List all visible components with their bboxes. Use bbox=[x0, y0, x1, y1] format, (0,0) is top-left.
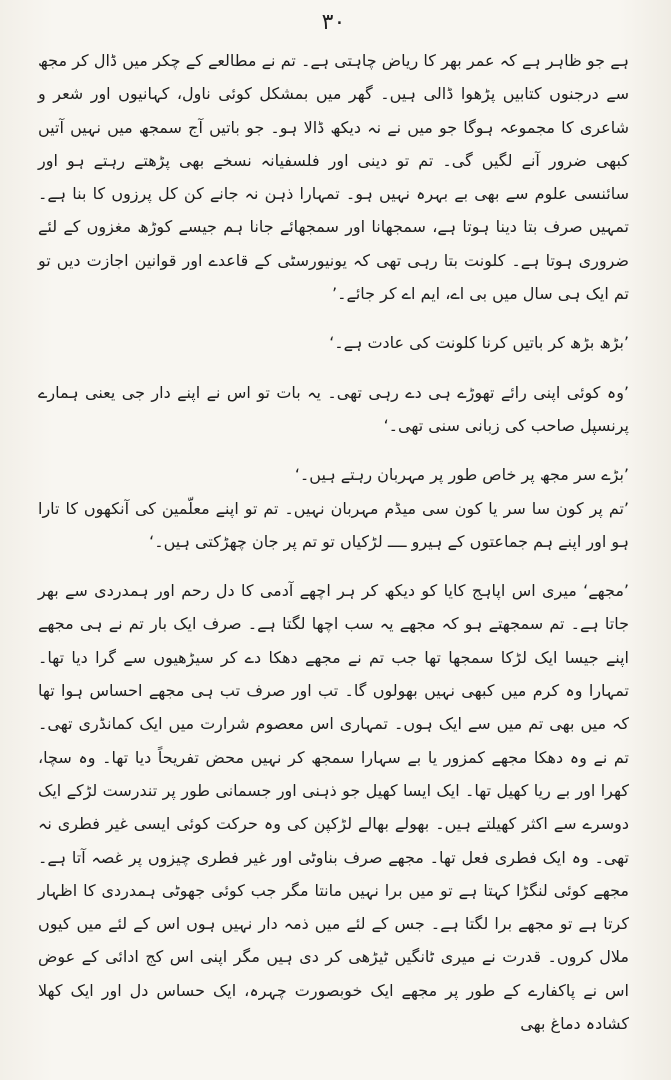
paragraph-spacer bbox=[38, 310, 629, 326]
page-body bbox=[38, 44, 629, 1040]
paragraph-3: ’وہ کوئی اپنی رائے تھوڑے ہی دے رہی تھی۔ یہ بات تو اس نے اپنے دار جی یعنی ہمارے پرنسپل صاحب کی زبانی سنی تھی۔‘ bbox=[38, 382, 629, 435]
page-number: ۳۰ bbox=[321, 10, 346, 35]
paragraph-spacer bbox=[38, 442, 629, 458]
paragraph-spacer bbox=[38, 360, 629, 376]
paragraph-2: ’بڑھ بڑھ کر باتیں کرنا کلونت کی عادت ہے۔‘ bbox=[329, 333, 629, 353]
paragraph-5: ’تم پر کون سا سر یا کون سی میڈم مہربان نہیں۔ تم تو اپنے معلّمین کی آنکھوں کا تارا ہو اور اپنے ہم جماعتوں کے ہیرو ــــ لڑکیاں تو تم پر جان چھڑکتی ہیں۔‘ bbox=[38, 498, 629, 551]
paragraph-6: ’مجھے‘ میری اس اپاہج کایا کو دیکھ کر ہر اچھے آدمی کا دل رحم اور ہمدردی سے بھر جاتا ہے۔ تم سمجھتے ہو کہ مجھے یہ سب اچھا لگتا ہے۔ صرف ایک بار تم نے ہی مجھے اپنے جیسا ایک لڑکا سمجھا تھا جب تم نے مجھے دھکا دے کر سیڑھیوں سے گرا دیا تھا۔ تمہارا وہ کرم میں کبھی نہیں بھولوں گا۔ تب اور صرف تب ہی مجھے احساس ہوا تھا کہ میں بھی تم میں سے ایک ہوں۔ تمہاری اس معصوم شرارت میں ایک کمانڈری تھی۔ تم نے وہ دھکا مجھے کمزور یا بے سہارا سمجھ کر نہیں محض تفریحاً دیا تھا۔ وہ سچا، کھرا اور بے ریا کھیل تھا۔ ایک ایسا کھیل جو ذہنی اور جسمانی طور پر تندرست لڑکے ایک دوسرے سے اکثر کھیلتے ہیں۔ بھولے بھالے لڑکپن کی وہ حرکت کوئی ایسی غیر فطری نہ تھی۔ وہ ایک فطری فعل تھا۔ مجھے صرف بناوٹی اور غیر فطری چیزوں پر غصہ آتا ہے۔ مجھے کوئی لنگڑا کہتا ہے تو میں برا نہیں مانتا مگر جب کوئی جھوٹی ہمدردی کا اظہار کرتا ہے تو مجھے برا لگتا ہے۔ جس کے لئے میں ذمہ دار نہیں ہوں اس کے لئے میں کیوں ملال کروں۔ قدرت نے میری ٹانگیں ٹیڑھی کر دی ہیں مگر اپنی اس کج ادائی کے عوض اس نے پاکفارے کے طور پر مجھے ایک خوبصورت چہرہ، ایک حساس دل اور ایک کھلا کشادہ دماغ بھی bbox=[38, 581, 629, 1034]
paragraph-spacer bbox=[38, 558, 629, 574]
paragraph-4: ’بڑے سر مجھ پر خاص طور پر مہربان رہتے ہیں۔‘ bbox=[294, 465, 629, 485]
paragraph-1: ہے جو ظاہر ہے کہ عمر بھر کا ریاض چاہتی ہے۔ تم نے مطالعے کے چکر میں ڈال کر مجھ سے درجنوں کتابیں پڑھوا ڈالی ہیں۔ گھر میں بمشکل کوئی ناول، کہانیوں اور شعر و شاعری کا مجموعہ ہوگا جو میں نے نہ دیکھ ڈالا ہو۔ جو باتیں آج سمجھ میں نہیں آتیں کبھی ضرور آنے لگیں گی۔ تم تو دینی اور فلسفیانہ نسخے بھی پڑھتے رہتے ہو اور سائنسی علوم سے بھی بے بہرہ نہیں ہو۔ تمہارا ذہن نہ جانے کن کل پرزوں کا بنا ہے۔ تمہیں صرف بتا دینا ہوتا ہے، سمجھانا اور سمجھائے جانا ہم جیسے کوڑھ مغزوں کے لئے ضروری ہوتا ہے۔ کلونت بتا رہی تھی کہ یونیورسٹی کے قاعدے اور قوانین اجازت دیں تو تم ایک ہی سال میں بی اے، ایم اے کر جائے۔’ bbox=[38, 51, 629, 304]
